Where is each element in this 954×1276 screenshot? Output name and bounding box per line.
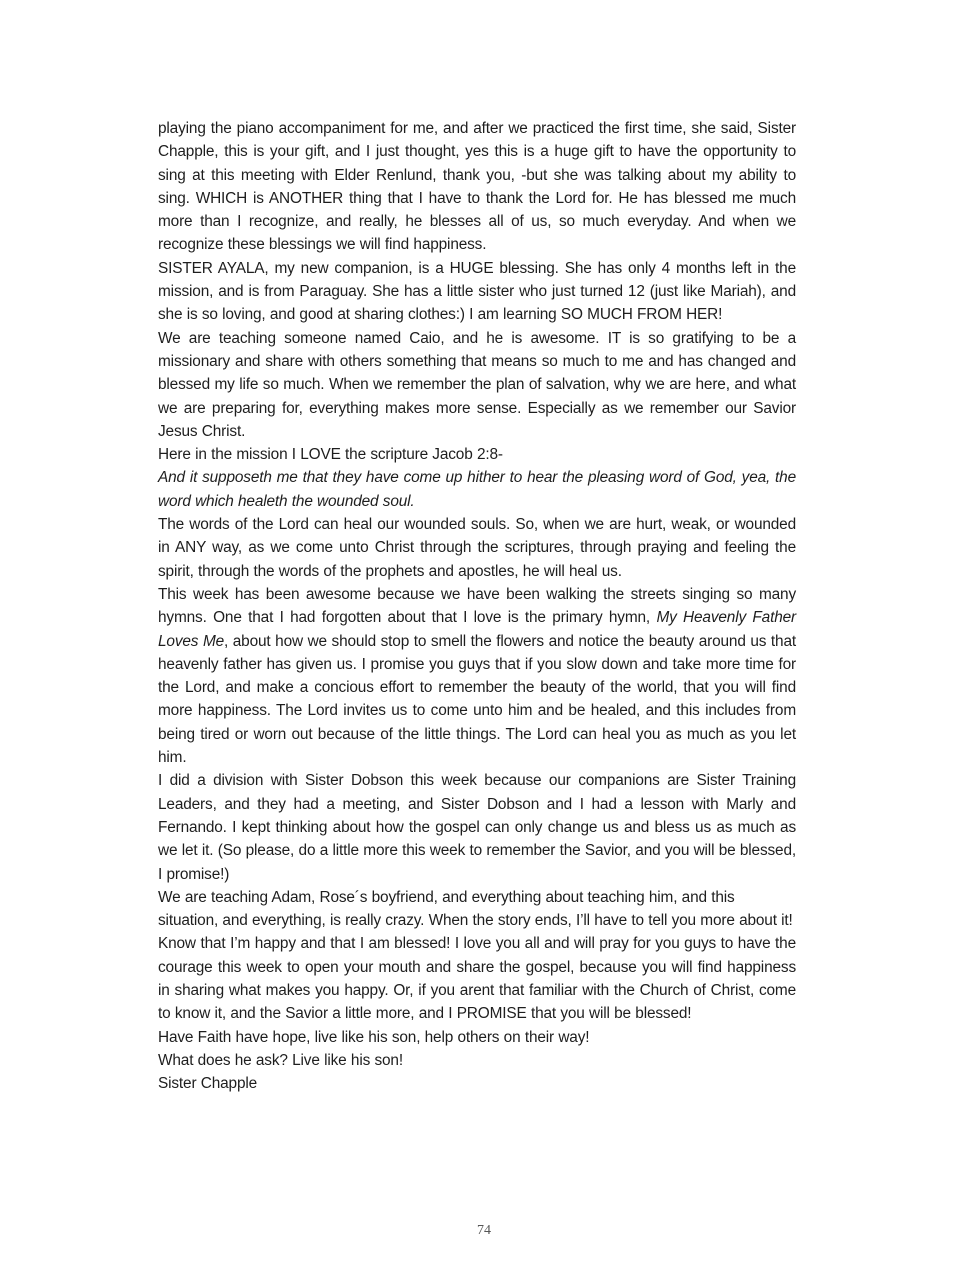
paragraph-division: I did a division with Sister Dobson this week because our companions are Sister Training Leaders, and they had a meeting, and Sister Dobson and I had a lesson with Marly and Fernando. I kept thinking about how the gospel can only change us and bless us as much as we let it. (So please, do a little more this week to remember the Savior, and you will be blessed, I promise!)	[158, 772, 796, 883]
hymns-text-after: , about how we should stop to smell the flowers and notice the beauty around us that heavenly father has given us. I promise you guys that if you slow down and take more time for the Lord, and make a concious effort to remember the beauty of the world, that you will find more happiness. The Lord invites us to come unto him and be healed, and this includes from being tired or worn out because of the little things. The Lord can heal you as much as you let him.	[158, 632, 796, 767]
hymns-text-before: This week has been awesome because we have been walking the streets singing so many hymns. One that I had forgotten about that I love is the primary hymn,	[158, 585, 796, 627]
paragraph-piano: playing the piano accompaniment for me, and after we practiced the first time, she said, Sister Chapple, this is your gift, and I just thought, yes this is a huge gift to have the opportunity to sing at this meeting with Elder Renlund, thank you, -but she was talking about my ability to sing. WHICH is ANOTHER thing that I have to thank the Lord for. He has blessed me much more than I recognize, and really, he blesses all of us, so much everyday. And when we recognize these blessings we will find happiness.	[158, 120, 796, 254]
paragraph-healing: The words of the Lord can heal our wounded souls. So, when we are hurt, weak, or wounded in ANY way, as we come unto Christ through the scriptures, through praying and feeling the spirit, through the words of the prophets and apostles, he will heal us.	[158, 516, 796, 580]
paragraph-caio: We are teaching someone named Caio, and he is awesome. IT is so gratifying to be a missionary and share with others something that means so much to me and has changed and blessed my life so much. When we remember the plan of salvation, why we are here, and what we are preparing for, everything makes more sense. Especially as we remember our Savior Jesus Christ.	[158, 329, 796, 440]
letter-body	[158, 117, 796, 1095]
paragraph-adam: We are teaching Adam, Rose´s boyfriend, and everything about teaching him, and this situation, and everything, is really crazy. When the story ends, I’ll have to tell you more about it!	[158, 888, 793, 930]
page-number: 74	[477, 1223, 491, 1238]
paragraph-happy: Know that I’m happy and that I am blessed! I love you all and will pray for you guys to have the courage this week to open your mouth and share the gospel, because you will find happiness in sharing what makes you happy. Or, if you arent that familiar with the Church of Christ, come to know it, and the Savior a little more, and I PROMISE that you will be blessed!	[158, 935, 796, 1023]
paragraph-faith: Have Faith have hope, live like his son, help others on their way!	[158, 1028, 590, 1046]
paragraph-sister-ayala: SISTER AYALA, my new companion, is a HUGE blessing. She has only 4 months left in the mission, and is from Paraguay. She has a little sister who just turned 12 (just like Mariah), and she is so loving, and good at sharing clothes:) I am learning SO MUCH FROM HER!	[158, 259, 796, 324]
paragraph-question: What does he ask? Live like his son!	[158, 1051, 403, 1069]
paragraph-scripture-intro: Here in the mission I LOVE the scripture Jacob 2:8-	[158, 446, 503, 464]
paragraph-hymns	[158, 583, 796, 769]
hymn-title: My Heavenly Father Loves Me	[158, 609, 796, 650]
signature: Sister Chapple	[158, 1075, 258, 1093]
scripture-quote: And it supposeth me that they have come up hither to hear the pleasing word of God, yea, the word which healeth the wounded soul.	[158, 469, 796, 510]
